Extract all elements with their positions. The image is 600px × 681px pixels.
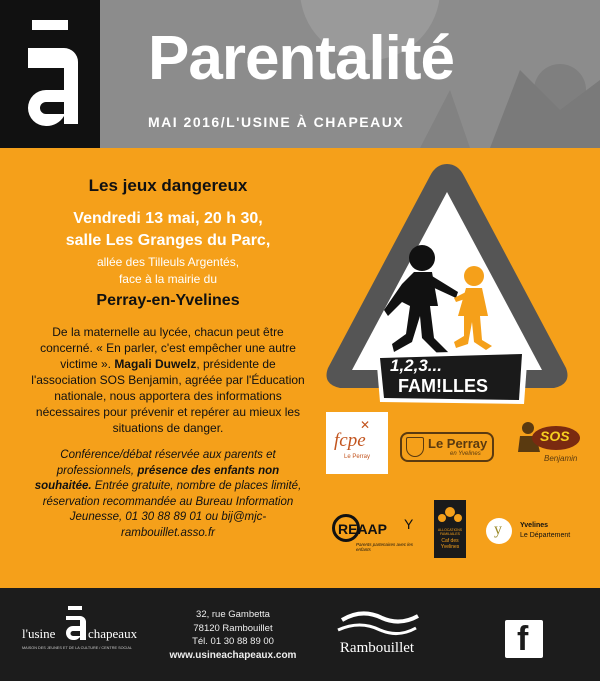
page-subtitle: MAI 2016/L'USINE À CHAPEAUX bbox=[148, 114, 405, 130]
address-line-1: allée des Tilleuls Argentés, bbox=[96, 255, 240, 269]
fcpe-logo bbox=[326, 412, 388, 474]
badge-line-1: 1,2,3... bbox=[390, 356, 442, 375]
partner-logos bbox=[318, 408, 588, 578]
event-title: Les jeux dangereux bbox=[88, 176, 248, 195]
crest-icon bbox=[406, 437, 424, 457]
caf-line-1: ALLOCATIONS FAMILIALES bbox=[437, 528, 463, 536]
fcpe-text: fcpe bbox=[334, 430, 366, 451]
yvelines-line-1: Yvelines bbox=[520, 522, 549, 529]
reaap-text: REAAP bbox=[338, 521, 388, 537]
fcpe-sub: Le Perray bbox=[344, 454, 371, 460]
note-part-1: Conférence/débat réservée aux parents et professionnels, bbox=[56, 449, 276, 477]
reaap-logo bbox=[332, 512, 422, 556]
usine-logo-mark bbox=[0, 0, 100, 148]
event-text bbox=[28, 148, 308, 541]
facebook-letter: f bbox=[517, 620, 529, 658]
footer-logo-right: chapeaux bbox=[88, 626, 138, 641]
yvelines-line-2: Le Département bbox=[520, 532, 571, 539]
main-content bbox=[0, 148, 600, 588]
description-part-2: , présidente de l'association SOS Benjamin, agréée par l'Éducation nationale, nous apportera des informations nécessaires pour prévenir et repérer au mieux les situations de danger. bbox=[31, 357, 305, 435]
sos-sub: Benjamin bbox=[544, 454, 578, 463]
speaker-name: Magali Duwelz bbox=[114, 357, 197, 371]
reaap-hands-icon: Y bbox=[404, 516, 414, 532]
usine-footer-logo bbox=[22, 606, 140, 668]
usine-a-mark-icon bbox=[64, 606, 88, 640]
bird-icon: ✕ bbox=[360, 418, 371, 432]
address-city: 78120 Rambouillet bbox=[193, 622, 273, 634]
event-date: Vendredi 13 mai, 20 h 30, bbox=[73, 210, 263, 227]
caf-logo bbox=[434, 500, 466, 558]
note-bold: présence des enfants non souhaitée. bbox=[34, 464, 280, 492]
address-street: 32, rue Gambetta bbox=[196, 609, 270, 620]
familles-badge bbox=[372, 348, 532, 406]
reaap-sub: Parents partenaires avec les enfants bbox=[356, 542, 414, 552]
rambouillet-text: Rambouillet bbox=[339, 640, 415, 656]
sos-text: SOS bbox=[540, 428, 570, 444]
le-perray-logo bbox=[400, 432, 494, 462]
event-place: salle Les Granges du Parc, bbox=[65, 232, 271, 249]
yvelines-circle-icon: y bbox=[486, 518, 512, 544]
footer-logo-left: l'usine bbox=[22, 626, 56, 641]
page-title: Parentalité bbox=[148, 24, 455, 93]
header bbox=[0, 0, 600, 148]
le-perray-sub: en Yvelines bbox=[450, 451, 481, 457]
address-line-2: face à la mairie du bbox=[118, 272, 218, 286]
note-part-2: Entrée gratuite, nombre de places limité, réservation recommandée au Bureau Information Jeunesse, 01 30 88 89 01 ou bij@mjc-rambouillet.asso.fr bbox=[42, 480, 302, 539]
caf-line-2: Caf des Yvelines bbox=[440, 538, 460, 550]
footer-logo-tagline: MAISON DES JEUNES ET DE LA CULTURE / CENTRE SOCIAL bbox=[22, 646, 132, 650]
event-town: Perray-en-Yvelines bbox=[96, 292, 240, 309]
event-description bbox=[28, 324, 308, 436]
facebook-icon[interactable] bbox=[505, 620, 543, 658]
footer bbox=[0, 588, 600, 681]
website-link[interactable]: www.usineachapeaux.com bbox=[169, 649, 297, 661]
yvelines-logo bbox=[486, 518, 582, 548]
badge-line-2: FAM!LLES bbox=[398, 376, 488, 396]
address-phone: Tél. 01 30 88 89 00 bbox=[192, 636, 274, 647]
event-address bbox=[28, 254, 308, 288]
description-part-1: De la maternelle au lycée, chacun peut être concerné. « En parler, c'est empêcher une autre victime ». bbox=[40, 325, 296, 371]
rambouillet-wave-icon bbox=[322, 606, 432, 640]
rambouillet-logo bbox=[322, 606, 432, 666]
event-note bbox=[28, 448, 308, 541]
le-perray-text: Le Perray bbox=[428, 436, 488, 451]
caf-emblem-icon bbox=[434, 503, 466, 527]
footer-address bbox=[158, 608, 308, 662]
sos-benjamin-logo bbox=[514, 418, 584, 472]
